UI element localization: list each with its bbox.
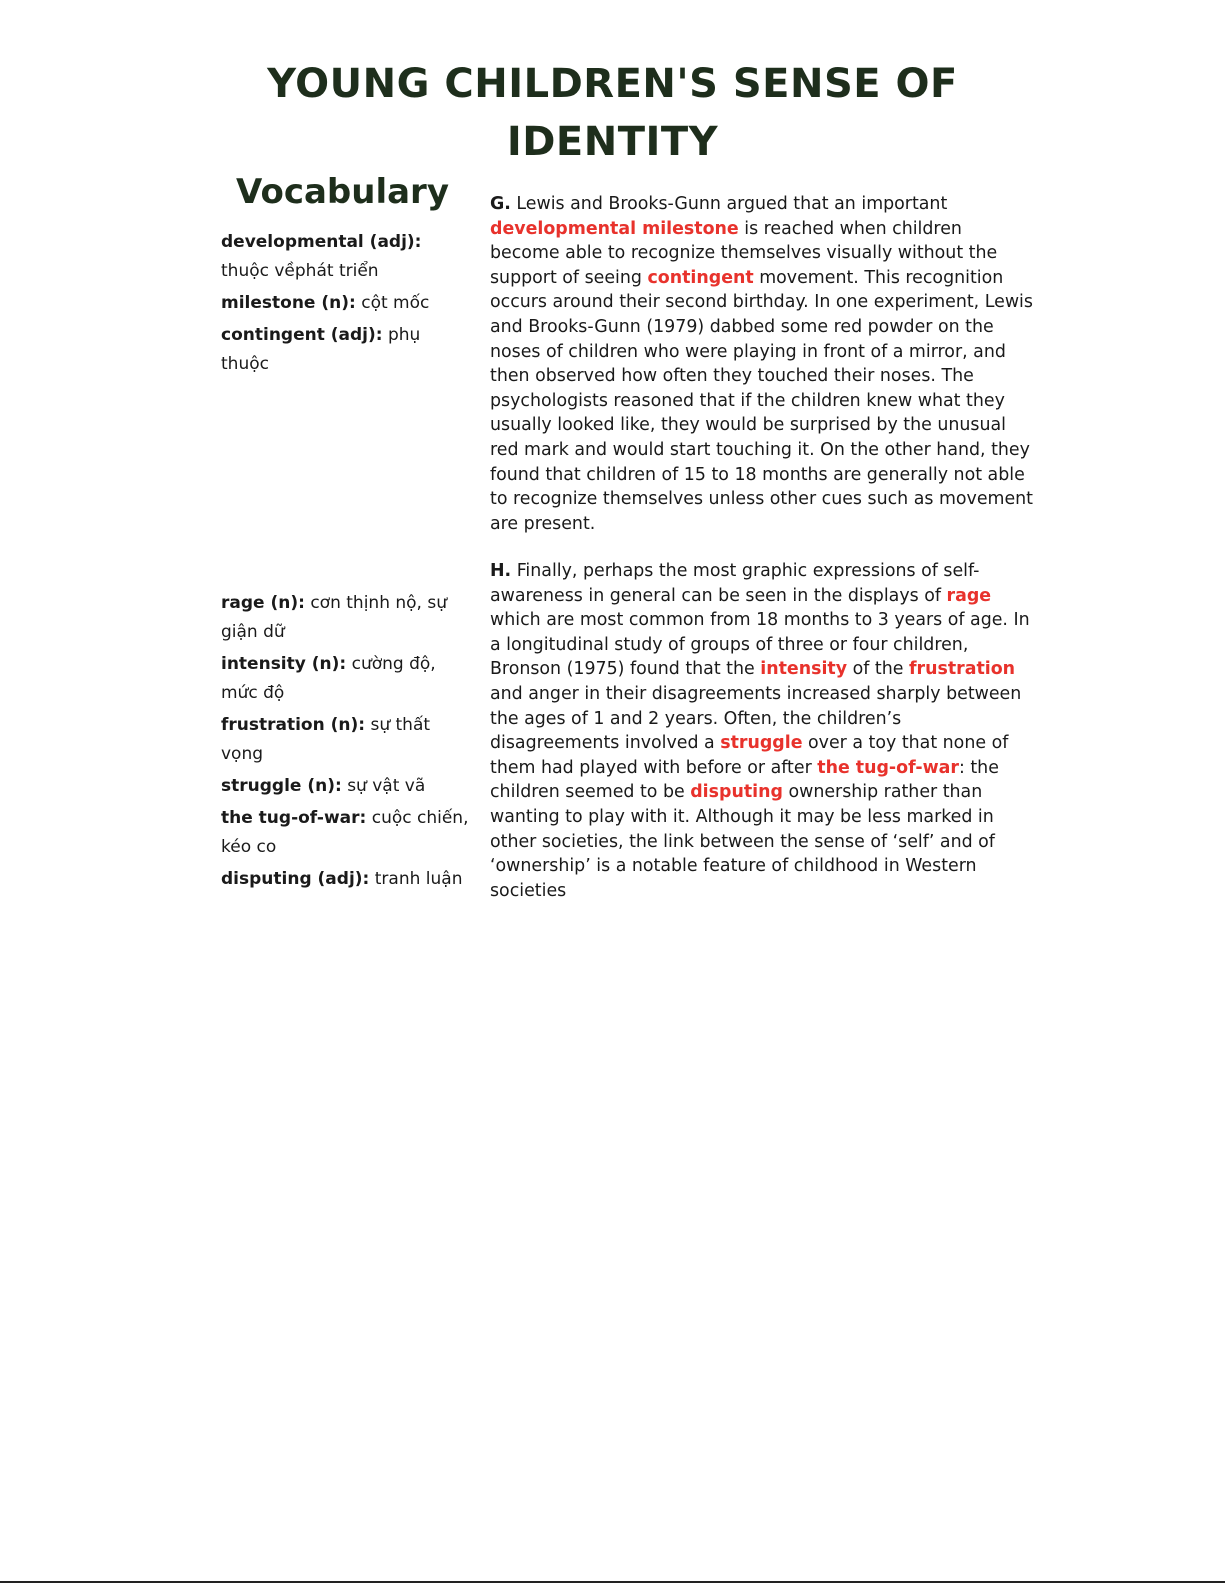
paragraph-text: which are most common from 18 months to 3 years of age. In a longitudinal study of groups of three or four children, Bronson (1975) found that the (490, 610, 1030, 680)
highlighted-word: struggle (720, 733, 803, 754)
paragraph-letter: H. (490, 561, 512, 581)
vocab-item (221, 865, 471, 894)
paragraph-text: ownership rather than wanting to play with it. Although it may be less marked in other societies, the link between the sense of ‘self’ and of ‘ownership’ is a notable feature of childhood in Western societies (490, 782, 995, 901)
vocab-term: rage (n): (221, 593, 305, 613)
highlighted-word: disputing (690, 782, 783, 803)
paragraph-text: : the children seemed to be (490, 757, 999, 803)
vocabulary-heading: Vocabulary (236, 172, 449, 212)
vocab-meaning: sự vật vã (341, 776, 426, 796)
vocab-meaning: cuộc chiến, kéo co (221, 808, 469, 857)
vocab-meaning: cột mốc (355, 293, 430, 313)
highlighted-word: frustration (908, 659, 1016, 680)
vocab-meaning: phụ thuộc (221, 325, 421, 374)
vocab-item (221, 711, 471, 769)
vocab-term: frustration (n): (221, 715, 366, 735)
vocab-term: the tug-of-war: (221, 808, 367, 828)
page-bottom-border (0, 1581, 1225, 1583)
paragraph-text: Finally, perhaps the most graphic expressions of self-awareness in general can be seen in the displays of (490, 561, 980, 606)
vocab-item (221, 804, 471, 862)
vocab-term: disputing (adj): (221, 869, 370, 889)
vocab-meaning: thuộc vềphát triển (221, 261, 379, 281)
vocab-item (221, 228, 471, 286)
vocab-term: intensity (n): (221, 654, 347, 674)
vocab-term: struggle (n): (221, 776, 342, 796)
vocabulary-list-h (221, 589, 471, 897)
paragraph-text: and anger in their disagreements increased sharply between the ages of 1 and 2 years. Often, the children’s disagreements involved a (490, 683, 1022, 754)
highlighted-word: the tug-of-war (817, 757, 959, 778)
paragraph-text: of the (847, 659, 909, 680)
vocabulary-list-g (221, 228, 471, 382)
page-title-line-1: YOUNG CHILDREN'S SENSE OF (267, 61, 958, 107)
highlighted-word: developmental milestone (490, 218, 739, 239)
page-title-line-2: IDENTITY (506, 119, 719, 165)
highlighted-word: intensity (760, 659, 848, 680)
vocab-term: developmental (adj): (221, 232, 422, 252)
vocab-term: milestone (n): (221, 293, 356, 313)
paragraph-letter: G. (490, 194, 511, 214)
vocab-term: contingent (adj): (221, 325, 383, 345)
vocab-meaning: sự thất vọng (221, 715, 431, 764)
paragraph-g (490, 192, 1035, 536)
paragraph-text: Lewis and Brooks-Gunn argued that an important (510, 194, 948, 214)
paragraph-h (490, 559, 1035, 903)
vocab-item (221, 650, 471, 708)
highlighted-word: contingent (647, 267, 754, 288)
vocab-item (221, 289, 471, 318)
page-title (0, 55, 1225, 171)
vocab-item (221, 321, 471, 379)
paragraph-text: over a toy that none of them had played with before or after (490, 733, 1009, 778)
vocab-meaning: tranh luận (369, 869, 463, 889)
vocab-meaning: cường độ, mức độ (221, 654, 436, 703)
paragraph-text: is reached when children become able to recognize themselves visually without the support of seeing (490, 218, 998, 288)
paragraph-text: movement. This recognition occurs around their second birthday. In one experiment, Lewis and Brooks-Gunn (1979) dabbed some red powder on the noses of children who were playing in front of a mirror, and then observed how often they touched their noses. The psychologists reasoned that if the children knew what they usually looked like, they would be surprised by the unusual red mark and would start touching it. On the other hand, they found that children of 15 to 18 months are generally not able to recognize themselves unless other cues such as movement are present. (490, 267, 1033, 534)
vocab-item (221, 772, 471, 801)
vocab-item (221, 589, 471, 647)
vocab-meaning: cơn thịnh nộ, sự giận dữ (221, 593, 447, 642)
highlighted-word: rage (946, 585, 992, 606)
